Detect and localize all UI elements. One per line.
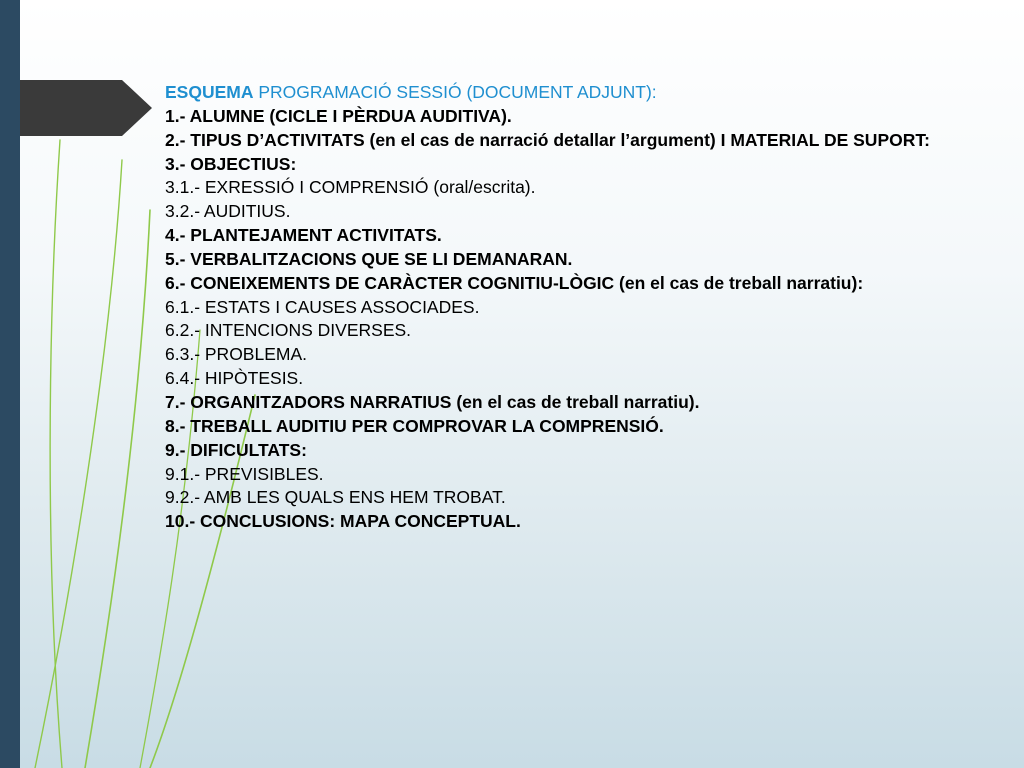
outline-item-3-1: 3.1.- EXRESSIÓ I COMPRENSIÓ (oral/escrita). <box>165 177 536 198</box>
outline-item-6-3: 6.3.- PROBLEMA. <box>165 344 307 365</box>
outline-item-6-1: 6.1.- ESTATS I CAUSES ASSOCIADES. <box>165 296 480 317</box>
session-outline <box>165 81 985 534</box>
heading-lead: ESQUEMA <box>165 82 254 102</box>
outline-item-6-4: 6.4.- HIPÒTESIS. <box>165 368 304 389</box>
outline-item-3: 3.- OBJECTIUS: <box>165 153 297 174</box>
outline-item-2: 2.- TIPUS D’ACTIVITATS (en el cas de narració detallar l’argument) I MATERIAL DE SUPORT: <box>165 129 930 150</box>
heading-rest: PROGRAMACIÓ SESSIÓ (DOCUMENT ADJUNT): <box>253 82 657 102</box>
outline-item-1: 1.- ALUMNE (CICLE I PÈRDUA AUDITIVA). <box>165 105 512 126</box>
outline-item-8: 8.- TREBALL AUDITIU PER COMPROVAR LA COMPRENSIÓ. <box>165 415 664 436</box>
outline-item-5: 5.- VERBALITZACIONS QUE SE LI DEMANARAN. <box>165 248 573 269</box>
outline-item-9-1: 9.1.- PREVISIBLES. <box>165 463 324 484</box>
outline-item-9-2: 9.2.- AMB LES QUALS ENS HEM TROBAT. <box>165 487 506 508</box>
outline-item-7: 7.- ORGANITZADORS NARRATIUS (en el cas de treball narratiu). <box>165 391 700 412</box>
outline-item-6-2: 6.2.- INTENCIONS DIVERSES. <box>165 320 412 341</box>
outline-item-6: 6.- CONEIXEMENTS DE CARÀCTER COGNITIU-LÒGIC (en el cas de treball narratiu): <box>165 272 864 293</box>
outline-item-3-2: 3.2.- AUDITIUS. <box>165 201 291 222</box>
outline-heading <box>165 81 985 105</box>
outline-item-10: 10.- CONCLUSIONS: MAPA CONCEPTUAL. <box>165 511 521 532</box>
outline-item-9: 9.- DIFICULTATS: <box>165 439 307 460</box>
dark-arrow-pointer-icon <box>20 80 152 136</box>
outline-item-4: 4.- PLANTEJAMENT ACTIVITATS. <box>165 225 442 246</box>
